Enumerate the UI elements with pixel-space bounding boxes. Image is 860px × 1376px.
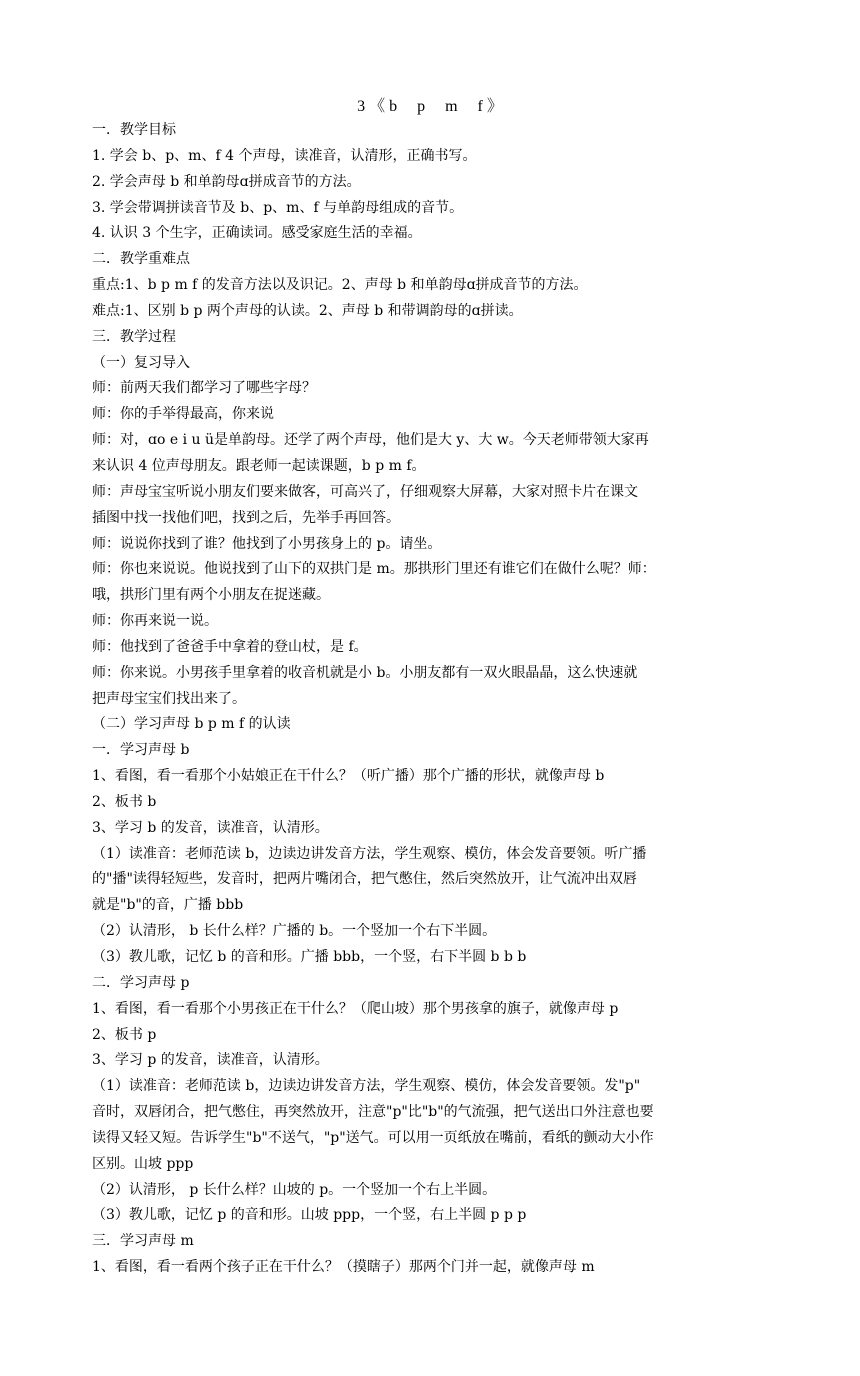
text-line: 1. 学会 b、p、m、f 4 个声母，读准音，认清形，正确书写。 [92,147,477,164]
text-line: 3. 学会带调拼读音节及 b、p、m、f 与单韵母组成的音节。 [92,199,464,216]
text-line: 1、看图，看一看那个小姑娘正在干什么？（听广播）那个广播的形状，就像声母 b [92,768,605,785]
text-line: 师：你来说。小男孩手里拿着的收音机就是小 b。小朋友都有一双火眼晶晶，这么快速就 [92,664,638,681]
text-line: 师：声母宝宝听说小朋友们要来做客，可高兴了，仔细观察大屏幕，大家对照卡片在课文 [92,483,638,500]
text-line: （一）复习导入 [92,354,190,371]
text-line: 三．学习声母 m [92,1233,194,1250]
text-line: 哦，拱形门里有两个小朋友在捉迷藏。 [92,587,330,604]
text-line: 师：说说你找到了谁？他找到了小男孩身上的 p。请坐。 [92,535,442,552]
text-line: 2、板书 p [92,1026,157,1043]
text-line: （2）认清形， b 长什么样？广播的 b。一个竖加一个右下半圆。 [92,923,497,940]
text-line: 来认识 4 位声母朋友。跟老师一起读课题，b p m f。 [92,457,426,474]
text-line: 师：前两天我们都学习了哪些字母？ [92,380,316,397]
text-line: 区别。山坡 ppp [92,1155,194,1172]
text-line: 师：你也来说说。他说找到了山下的双拱门是 m。那拱形门里还有谁它们在做什么呢？师： [92,561,656,578]
text-line: 难点:1、区别 b p 两个声母的认读。2、声母 b 和带调韵母的ɑ拼读。 [92,302,523,319]
text-line: 读得又轻又短。告诉学生"b"不送气，"p"送气。可以用一页纸放在嘴前，看纸的颤动大小作 [92,1129,654,1146]
text-line: 二．学习声母 p [92,974,190,991]
text-line: 插图中找一找他们吧，找到之后，先举手再回答。 [92,509,400,526]
text-line: （1）读准音：老师范读 b，边读边讲发音方法，学生观察、模仿，体会发音要领。听广播 [92,845,647,862]
text-line: 4. 认识 3 个生字，正确读词。感受家庭生活的幸福。 [92,225,422,242]
text-line: 一．学习声母 b [92,742,190,759]
text-line: （3）教儿歌，记忆 p 的音和形。山坡 ppp，一个竖，右上半圆 p p p [92,1207,527,1224]
text-line: 1、看图，看一看两个孩子正在干什么？（摸瞎子）那两个门并一起，就像声母 m [92,1259,595,1276]
text-line: 3、学习 b 的发音，读准音，认清形。 [92,819,329,836]
text-line: （1）读准音：老师范读 b，边读边讲发音方法，学生观察、模仿，体会发音要领。发"p" [92,1078,641,1095]
text-line: 一．教学目标 [92,122,176,138]
text-line: 2、板书 b [92,793,157,810]
text-line: 师：你再来说一说。 [92,613,218,630]
text-line: （二）学习声母 b p m f 的认读 [92,716,291,733]
text-line: 3、学习 p 的发音，读准音，认清形。 [92,1052,329,1069]
text-line: 师：对，ɑo e i u ü是单韵母。还学了两个声母，他们是大 y、大 w。今天老师带领大家再 [92,432,649,449]
text-line: 重点:1、b p m f 的发音方法以及识记。2、声母 b 和单韵母ɑ拼成音节的方法。 [92,277,588,294]
text-line: （2）认清形， p 长什么样？山坡的 p。一个竖加一个右上半圆。 [92,1181,497,1198]
text-line: 师：你的手举得最高，你来说 [92,406,274,423]
text-line: 把声母宝宝们找出来了。 [92,690,246,707]
text-line: （3）教儿歌，记忆 b 的音和形。广播 bbb，一个竖，右下半圆 b b b [92,949,527,965]
document-title: 3 《 b p m f 》 [357,98,503,115]
text-line: 的"播"读得轻短些，发音时，把两片嘴闭合，把气憋住，然后突然放开，让气流冲出双唇 [92,871,637,888]
text-line: 2. 学会声母 b 和单韵母ɑ拼成音节的方法。 [92,173,361,190]
text-line: 1、看图，看一看那个小男孩正在干什么？（爬山坡）那个男孩拿的旗子，就像声母 p [92,1000,619,1017]
text-line: 师：他找到了爸爸手中拿着的登山杖，是 f。 [92,638,368,655]
text-line: 三．教学过程 [92,328,176,345]
document-body [92,118,772,1281]
text-line: 就是"b"的音，广播 bbb [92,897,244,914]
text-line: 音时，双唇闭合，把气憋住，再突然放开，注意"p"比"b"的气流强，把气送出口外注意也要 [92,1104,654,1121]
text-line: 二．教学重难点 [92,251,190,268]
